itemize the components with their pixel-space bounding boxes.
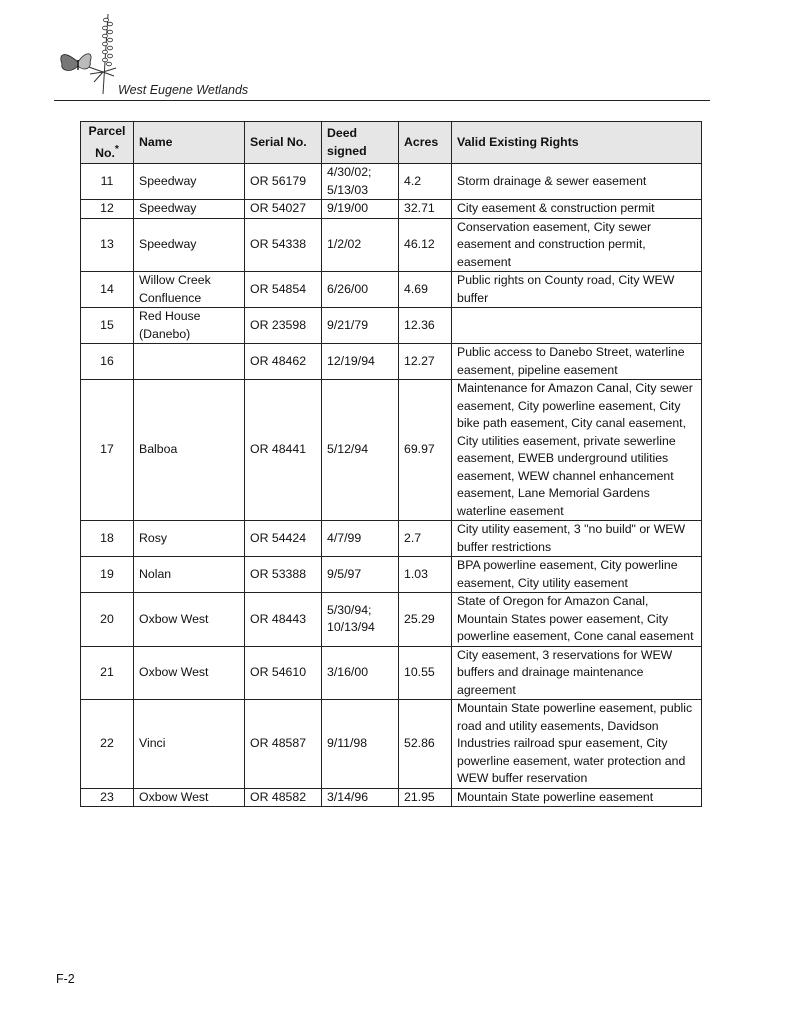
- valid-existing-rights-cell: Conservation easement, City sewer easement and construction permit, easement: [452, 218, 702, 272]
- table-row: [81, 200, 702, 219]
- valid-existing-rights-cell: City easement, 3 reservations for WEW buffers and drainage maintenance agreement: [452, 646, 702, 700]
- parcel-no-cell: 23: [81, 788, 134, 807]
- valid-existing-rights-cell: Public rights on County road, City WEW buffer: [452, 272, 702, 308]
- serial-no-cell: OR 54027: [245, 200, 322, 219]
- name-cell: Speedway: [134, 200, 245, 219]
- deed-signed-cell: 9/5/97: [322, 557, 399, 593]
- acres-cell: 25.29: [399, 593, 452, 647]
- name-cell: Oxbow West: [134, 788, 245, 807]
- deed-signed-cell: 4/7/99: [322, 521, 399, 557]
- deed-signed-cell: 6/26/00: [322, 272, 399, 308]
- serial-no-cell: OR 54424: [245, 521, 322, 557]
- deed-signed-cell: 12/19/94: [322, 344, 399, 380]
- deed-signed-cell: 5/30/94; 10/13/94: [322, 593, 399, 647]
- serial-no-cell: OR 23598: [245, 308, 322, 344]
- table-row: [81, 521, 702, 557]
- parcel-no-cell: 12: [81, 200, 134, 219]
- serial-no-cell: OR 48443: [245, 593, 322, 647]
- deed-signed-cell: 4/30/02; 5/13/03: [322, 164, 399, 200]
- table-row: [81, 557, 702, 593]
- deed-signed-cell: 3/16/00: [322, 646, 399, 700]
- acres-cell: 4.69: [399, 272, 452, 308]
- valid-existing-rights-cell: City utility easement, 3 "no build" or WEW buffer restrictions: [452, 521, 702, 557]
- valid-existing-rights-cell: Mountain State powerline easement, public road and utility easements, Davidson Industries railroad spur easement, City powerline easement, water protection and WEW buffer reservation: [452, 700, 702, 789]
- parcel-no-cell: 16: [81, 344, 134, 380]
- serial-no-cell: OR 54854: [245, 272, 322, 308]
- table-row: [81, 218, 702, 272]
- table-row: [81, 593, 702, 647]
- column-header-parcel-no: Parcel No.*: [81, 122, 134, 164]
- table-row: [81, 700, 702, 789]
- header-divider: [54, 100, 710, 101]
- column-header-name: Name: [134, 122, 245, 164]
- serial-no-cell: OR 54338: [245, 218, 322, 272]
- parcel-no-cell: 14: [81, 272, 134, 308]
- table-row: [81, 344, 702, 380]
- parcel-no-cell: 17: [81, 380, 134, 521]
- table-row: [81, 380, 702, 521]
- serial-no-cell: OR 56179: [245, 164, 322, 200]
- valid-existing-rights-table: [80, 121, 702, 807]
- parcel-no-cell: 13: [81, 218, 134, 272]
- table-row: [81, 646, 702, 700]
- name-cell: Oxbow West: [134, 593, 245, 647]
- serial-no-cell: OR 53388: [245, 557, 322, 593]
- name-cell: [134, 344, 245, 380]
- deed-signed-cell: 3/14/96: [322, 788, 399, 807]
- name-cell: Oxbow West: [134, 646, 245, 700]
- table-row: [81, 788, 702, 807]
- deed-signed-cell: 9/11/98: [322, 700, 399, 789]
- acres-cell: 1.03: [399, 557, 452, 593]
- valid-existing-rights-cell: Public access to Danebo Street, waterline easement, pipeline easement: [452, 344, 702, 380]
- acres-cell: 12.27: [399, 344, 452, 380]
- table-row: [81, 164, 702, 200]
- page-number: F-2: [56, 972, 75, 986]
- valid-existing-rights-cell: [452, 308, 702, 344]
- parcel-no-cell: 15: [81, 308, 134, 344]
- acres-cell: 69.97: [399, 380, 452, 521]
- name-cell: Speedway: [134, 218, 245, 272]
- name-cell: Vinci: [134, 700, 245, 789]
- parcel-no-cell: 18: [81, 521, 134, 557]
- acres-cell: 10.55: [399, 646, 452, 700]
- column-header-acres: Acres: [399, 122, 452, 164]
- acres-cell: 4.2: [399, 164, 452, 200]
- valid-existing-rights-cell: BPA powerline easement, City powerline easement, City utility easement: [452, 557, 702, 593]
- name-cell: Speedway: [134, 164, 245, 200]
- parcel-no-cell: 11: [81, 164, 134, 200]
- serial-no-cell: OR 54610: [245, 646, 322, 700]
- parcel-no-cell: 19: [81, 557, 134, 593]
- name-cell: Willow Creek Confluence: [134, 272, 245, 308]
- parcel-no-cell: 21: [81, 646, 134, 700]
- serial-no-cell: OR 48462: [245, 344, 322, 380]
- acres-cell: 32.71: [399, 200, 452, 219]
- valid-existing-rights-cell: Maintenance for Amazon Canal, City sewer easement, City powerline easement, City bike path easement, City canal easement, City utilities easement, private sewerline easement, EWEB underground utilities easement, WEW channel enhancement easement, Lane Memorial Gardens waterline easement: [452, 380, 702, 521]
- acres-cell: 46.12: [399, 218, 452, 272]
- serial-no-cell: OR 48441: [245, 380, 322, 521]
- name-cell: Rosy: [134, 521, 245, 557]
- valid-existing-rights-cell: Storm drainage & sewer easement: [452, 164, 702, 200]
- acres-cell: 21.95: [399, 788, 452, 807]
- deed-signed-cell: 1/2/02: [322, 218, 399, 272]
- column-header-deed-signed: Deed signed: [322, 122, 399, 164]
- deed-signed-cell: 9/21/79: [322, 308, 399, 344]
- table-row: [81, 272, 702, 308]
- serial-no-cell: OR 48587: [245, 700, 322, 789]
- table-header-row: [81, 122, 702, 164]
- valid-existing-rights-cell: Mountain State powerline easement: [452, 788, 702, 807]
- butterfly-and-lupine-logo-icon: [56, 10, 120, 98]
- acres-cell: 52.86: [399, 700, 452, 789]
- serial-no-cell: OR 48582: [245, 788, 322, 807]
- column-header-serial-no: Serial No.: [245, 122, 322, 164]
- valid-existing-rights-cell: State of Oregon for Amazon Canal, Mountain States power easement, City powerline easement, Cone canal easement: [452, 593, 702, 647]
- deed-signed-cell: 9/19/00: [322, 200, 399, 219]
- acres-cell: 2.7: [399, 521, 452, 557]
- valid-existing-rights-cell: City easement & construction permit: [452, 200, 702, 219]
- name-cell: Nolan: [134, 557, 245, 593]
- footnote-marker: *: [114, 143, 119, 155]
- parcel-no-cell: 22: [81, 700, 134, 789]
- deed-signed-cell: 5/12/94: [322, 380, 399, 521]
- name-cell: Balboa: [134, 380, 245, 521]
- acres-cell: 12.36: [399, 308, 452, 344]
- name-cell: Red House (Danebo): [134, 308, 245, 344]
- parcel-no-cell: 20: [81, 593, 134, 647]
- column-header-valid-existing-rights: Valid Existing Rights: [452, 122, 702, 164]
- header-title: West Eugene Wetlands: [118, 83, 249, 97]
- table-row: [81, 308, 702, 344]
